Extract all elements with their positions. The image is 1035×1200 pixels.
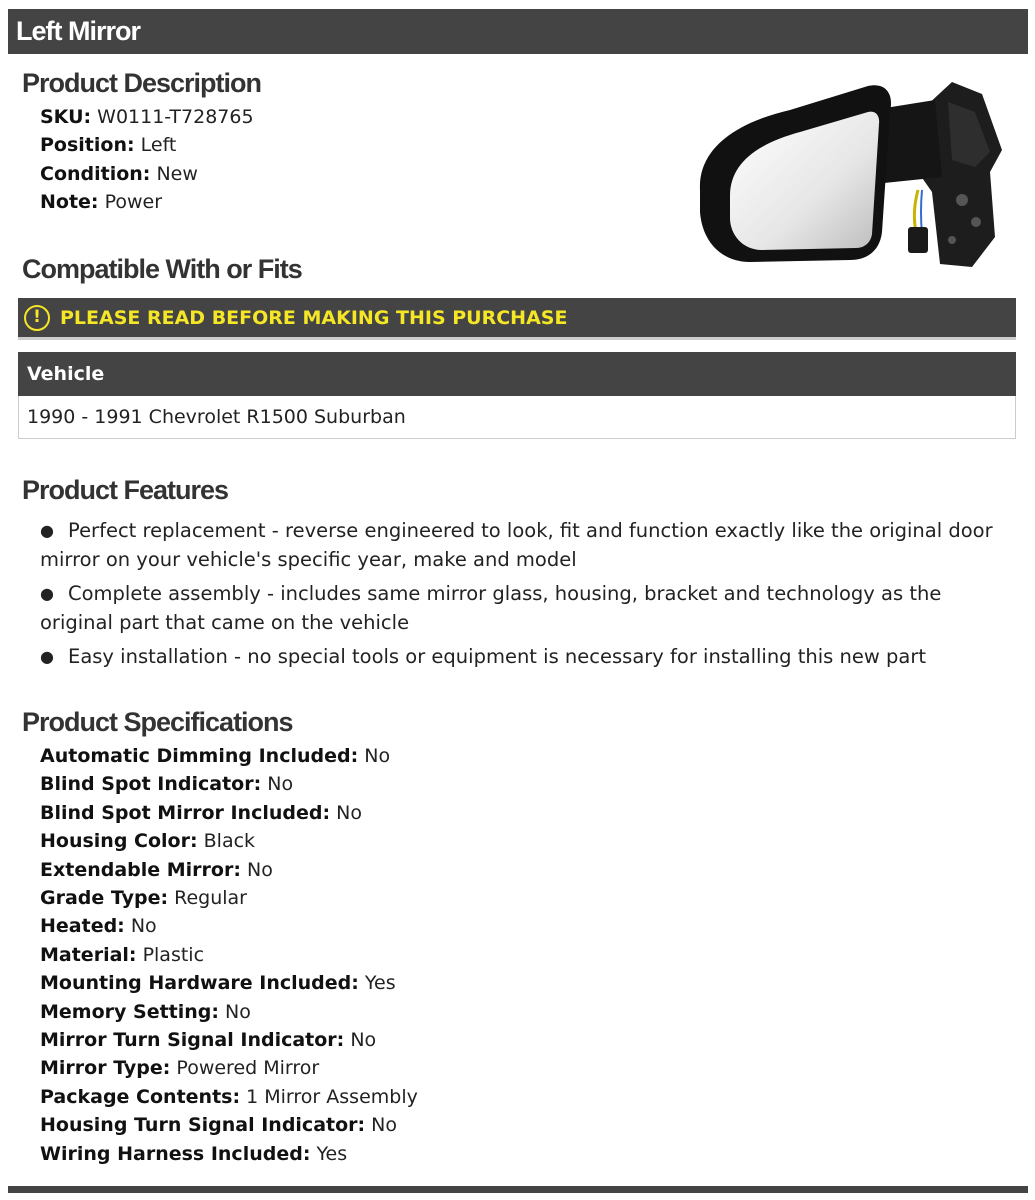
list-item (40, 642, 1015, 671)
spec-value: Yes (364, 972, 396, 995)
spec-row (40, 742, 418, 770)
bottom-divider (8, 1186, 1028, 1193)
bullet-icon: ● (40, 647, 54, 666)
features-list (40, 516, 1015, 676)
spec-value: No (364, 745, 391, 767)
feature-text: Complete assembly - includes same mirror glass, housing, bracket and technology as the original part that came on the vehicle (40, 582, 942, 634)
spec-label: Housing Turn Signal Indicator: (40, 1114, 366, 1137)
product-description-heading: Product Description (22, 68, 262, 98)
description-label: Note: (40, 191, 99, 214)
purchase-warning-banner (18, 298, 1016, 340)
feature-text: Perfect replacement - reverse engineered to look, fit and function exactly like the original door mirror on your vehicle's specific year, make and model (40, 519, 993, 571)
spec-value: No (225, 1000, 251, 1023)
spec-row (40, 969, 418, 997)
spec-row (40, 912, 418, 940)
purchase-warning-text: PLEASE READ BEFORE MAKING THIS PURCHASE (60, 306, 568, 329)
page-title: Left Mirror (8, 9, 1028, 54)
description-row-note (40, 188, 254, 216)
description-value: W0111-T728765 (97, 106, 254, 128)
vehicle-column-header: Vehicle (19, 353, 1016, 396)
spec-label: Blind Spot Indicator: (40, 773, 262, 796)
description-label: SKU: (40, 106, 92, 128)
spec-label: Extendable Mirror: (40, 858, 241, 881)
vehicle-table (18, 352, 1016, 439)
spec-row (40, 884, 418, 912)
product-features-heading: Product Features (22, 475, 229, 505)
spec-row (40, 770, 418, 798)
spec-label: Housing Color: (40, 830, 198, 853)
spec-row (40, 941, 418, 969)
description-value: Power (104, 191, 163, 214)
spec-value: Regular (174, 887, 247, 910)
spec-value: Powered Mirror (176, 1057, 320, 1080)
spec-value: No (371, 1114, 398, 1137)
spec-value: No (350, 1029, 377, 1052)
description-row-condition (40, 160, 254, 188)
spec-label: Memory Setting: (40, 1000, 219, 1023)
bullet-icon: ● (40, 521, 54, 540)
list-item (40, 516, 1015, 574)
spec-row (40, 1026, 418, 1054)
spec-value: Yes (316, 1142, 348, 1165)
compatibility-heading: Compatible With or Fits (22, 254, 302, 284)
specifications-list (40, 742, 418, 1168)
vehicle-cell: 1990 - 1991 Chevrolet R1500 Suburban (19, 396, 1016, 439)
description-row-position (40, 131, 254, 159)
spec-label: Blind Spot Mirror Included: (40, 801, 331, 824)
spec-value: Black (203, 830, 256, 853)
spec-value: No (247, 858, 273, 881)
spec-row (40, 856, 418, 884)
spec-row (40, 1054, 418, 1082)
description-label: Position: (40, 134, 135, 157)
spec-row (40, 799, 418, 827)
description-value: Left (140, 134, 177, 157)
spec-row (40, 998, 418, 1026)
spec-label: Mirror Turn Signal Indicator: (40, 1029, 345, 1052)
spec-row (40, 1140, 418, 1168)
spec-row (40, 827, 418, 855)
spec-label: Wiring Harness Included: (40, 1142, 311, 1165)
spec-row (40, 1083, 418, 1111)
spec-label: Heated: (40, 915, 125, 938)
product-image (690, 72, 1010, 272)
spec-value: No (267, 773, 294, 796)
spec-value: 1 Mirror Assembly (246, 1085, 418, 1108)
spec-value: No (130, 915, 157, 938)
feature-text: Easy installation - no special tools or equipment is necessary for installing this new part (68, 645, 927, 668)
bullet-icon: ● (40, 584, 54, 603)
exclamation-circle-icon: ! (24, 305, 50, 331)
list-item (40, 579, 1015, 637)
description-row-sku (40, 103, 254, 131)
spec-value: No (336, 801, 362, 824)
table-row (19, 396, 1016, 439)
spec-label: Mirror Type: (40, 1057, 171, 1080)
spec-label: Grade Type: (40, 887, 169, 910)
description-list (40, 103, 254, 217)
spec-label: Automatic Dimming Included: (40, 745, 359, 767)
spec-row (40, 1111, 418, 1139)
spec-value: Plastic (142, 943, 205, 966)
description-label: Condition: (40, 162, 151, 185)
spec-label: Material: (40, 943, 137, 966)
spec-label: Mounting Hardware Included: (40, 972, 359, 995)
spec-label: Package Contents: (40, 1085, 241, 1108)
product-specifications-heading: Product Specifications (22, 707, 293, 737)
description-value: New (156, 162, 198, 185)
